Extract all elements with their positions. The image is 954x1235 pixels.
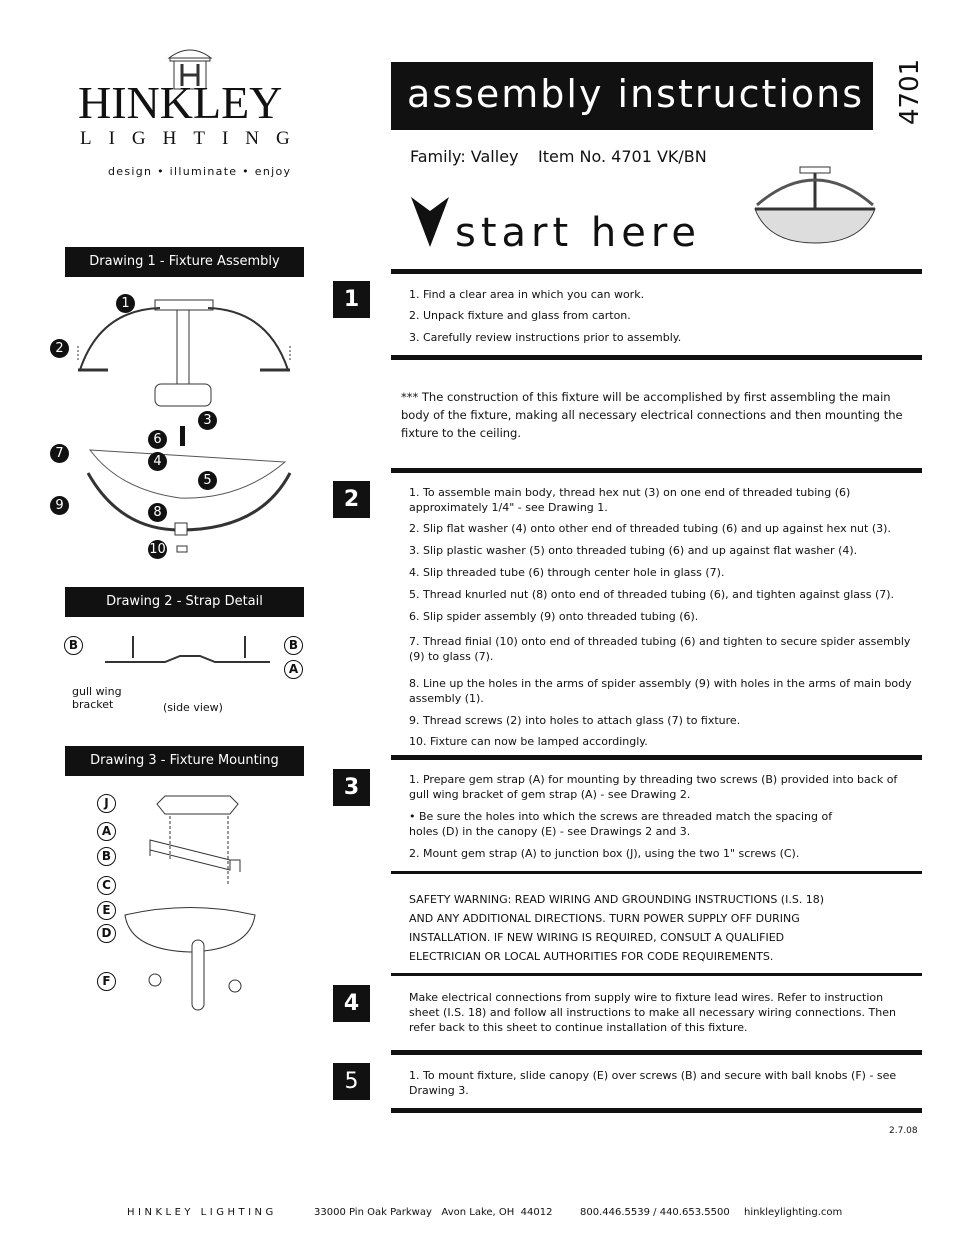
footer-phone: 800.446.5539 / 440.653.5500	[580, 1207, 730, 1218]
callout-5: 5	[198, 471, 217, 490]
callout-d: D	[97, 924, 116, 943]
strap-detail-drawing	[85, 632, 285, 672]
start-here: start here	[455, 210, 702, 256]
step-line: 2. Unpack fixture and glass from carton.	[409, 309, 631, 322]
step-number: 3	[333, 769, 370, 806]
step-line: 6. Slip spider assembly (9) onto threaded tubing (6).	[409, 610, 699, 623]
drawing-3-title: Drawing 3 - Fixture Mounting	[65, 746, 304, 776]
logo-sub: LIGHTING	[80, 128, 307, 149]
footer-website[interactable]: hinkleylighting.com	[744, 1207, 843, 1218]
callout-4: 4	[148, 452, 167, 471]
divider	[391, 1108, 922, 1113]
item-label: Item No. 4701 VK/BN	[538, 147, 707, 166]
divider	[391, 973, 922, 976]
step-line: 1. To assemble main body, thread hex nut (3) on one end of threaded tubing (6) approximately 1/4" - see Drawing 1.	[409, 486, 851, 514]
safety-line: AND ANY ADDITIONAL DIRECTIONS. TURN POWER SUPPLY OFF DURING	[409, 912, 800, 925]
revision-date: 2.7.08	[889, 1126, 918, 1136]
callout-a: A	[284, 660, 303, 679]
step-line: 8. Line up the holes in the arms of spider assembly (9) with holes in the arms of main body assembly (1).	[409, 677, 912, 705]
callout-2: 2	[50, 339, 69, 358]
step-line: 5. Thread knurled nut (8) onto end of threaded tubing (6), and tighten against glass (7).	[409, 588, 895, 601]
safety-warning	[409, 890, 914, 966]
step-number: 4	[333, 985, 370, 1022]
step-line: • Be sure the holes into which the screws are threaded match the spacing of holes (D) in the canopy (E) - see Drawings 2 and 3.	[409, 810, 833, 838]
side-view-label: (side view)	[163, 701, 223, 714]
callout-f: F	[97, 972, 116, 991]
drawing-1-title: Drawing 1 - Fixture Assembly	[65, 247, 304, 277]
safety-line: SAFETY WARNING: READ WIRING AND GROUNDING INSTRUCTIONS (I.S. 18)	[409, 893, 825, 906]
step-number: 5	[333, 1063, 370, 1100]
divider	[391, 1050, 922, 1055]
callout-e: E	[97, 901, 116, 920]
item-number-vertical: 4701	[895, 58, 925, 125]
footer-address: 33000 Pin Oak Parkway Avon Lake, OH 44012	[314, 1207, 553, 1218]
divider	[391, 355, 922, 360]
gull-wing-label: gull wing bracket	[72, 685, 122, 711]
divider	[391, 871, 922, 874]
safety-line: INSTALLATION. IF NEW WIRING IS REQUIRED, CONSULT A QUALIFIED	[409, 931, 785, 944]
step-line: 3. Slip plastic washer (5) onto threaded tubing (6) and up against flat washer (4).	[409, 544, 858, 557]
step-3-text	[409, 772, 899, 861]
step-line: 7. Thread finial (10) onto end of threaded tubing (6) and tighten to secure spider assembly (9) to glass (7).	[409, 635, 911, 663]
callout-c: C	[97, 876, 116, 895]
safety-line: ELECTRICIAN OR LOCAL AUTHORITIES FOR CODE REQUIREMENTS.	[409, 950, 774, 963]
footer-company: HINKLEY LIGHTING	[127, 1207, 277, 1218]
construction-note: *** The construction of this fixture will be accomplished by first assembling the main body of the fixture, making all necessary electrical connections and then mounting the fixture to the ceiling.	[401, 390, 903, 440]
step-number: 2	[333, 481, 370, 518]
callout-10: 10	[149, 542, 166, 557]
fixture-image	[752, 165, 878, 247]
step-line: 2. Slip flat washer (4) onto other end of threaded tubing (6) and up against hex nut (3).	[409, 522, 891, 535]
divider	[391, 269, 922, 274]
logo-brand: HINKLEY	[78, 77, 283, 128]
callout-7: 7	[50, 444, 69, 463]
callout-3: 3	[198, 411, 217, 430]
callout-b: B	[97, 847, 116, 866]
callout-6: 6	[148, 430, 167, 449]
step-1-text	[409, 287, 914, 345]
divider	[391, 755, 922, 760]
callout-9: 9	[50, 496, 69, 515]
family-label: Family: Valley	[410, 147, 519, 166]
step-number: 1	[333, 281, 370, 318]
arrow-down-icon	[411, 197, 449, 247]
step-line: 3. Carefully review instructions prior to assembly.	[409, 331, 682, 344]
callout-a: A	[97, 822, 116, 841]
divider	[391, 468, 922, 473]
page-title: assembly instructions	[391, 62, 873, 130]
step-4-text: Make electrical connections from supply wire to fixture lead wires. Refer to instruction sheet (I.S. 18) and follow all instructions to make all necessary wiring connections. Then refer back to this sheet to continue installation of this fixture.	[409, 991, 896, 1034]
step-line: 9. Thread screws (2) into holes to attach glass (7) to fixture.	[409, 714, 741, 727]
drawing-2-title: Drawing 2 - Strap Detail	[65, 587, 304, 617]
step-line: 10. Fixture can now be lamped accordingly.	[409, 735, 648, 748]
callout-j: J	[97, 794, 116, 813]
logo-tagline: design • illuminate • enjoy	[108, 165, 292, 178]
step-line: 1. Prepare gem strap (A) for mounting by threading two screws (B) provided into back of gull wing bracket of gem strap (A) - see Drawing 2.	[409, 773, 898, 801]
fixture-mounting-drawing	[110, 790, 270, 1020]
callout-8: 8	[148, 503, 167, 522]
callout-b: B	[64, 636, 83, 655]
step-line: 1. Find a clear area in which you can work.	[409, 288, 645, 301]
step-line: 2. Mount gem strap (A) to junction box (J), using the two 1" screws (C).	[409, 847, 800, 860]
step-5-text: 1. To mount fixture, slide canopy (E) over screws (B) and secure with ball knobs (F) - see Drawing 3.	[409, 1069, 897, 1097]
step-2-text	[409, 485, 914, 749]
callout-1: 1	[116, 294, 135, 313]
step-line: 4. Slip threaded tube (6) through center hole in glass (7).	[409, 566, 725, 579]
fixture-assembly-drawing	[60, 290, 310, 570]
callout-b: B	[284, 636, 303, 655]
